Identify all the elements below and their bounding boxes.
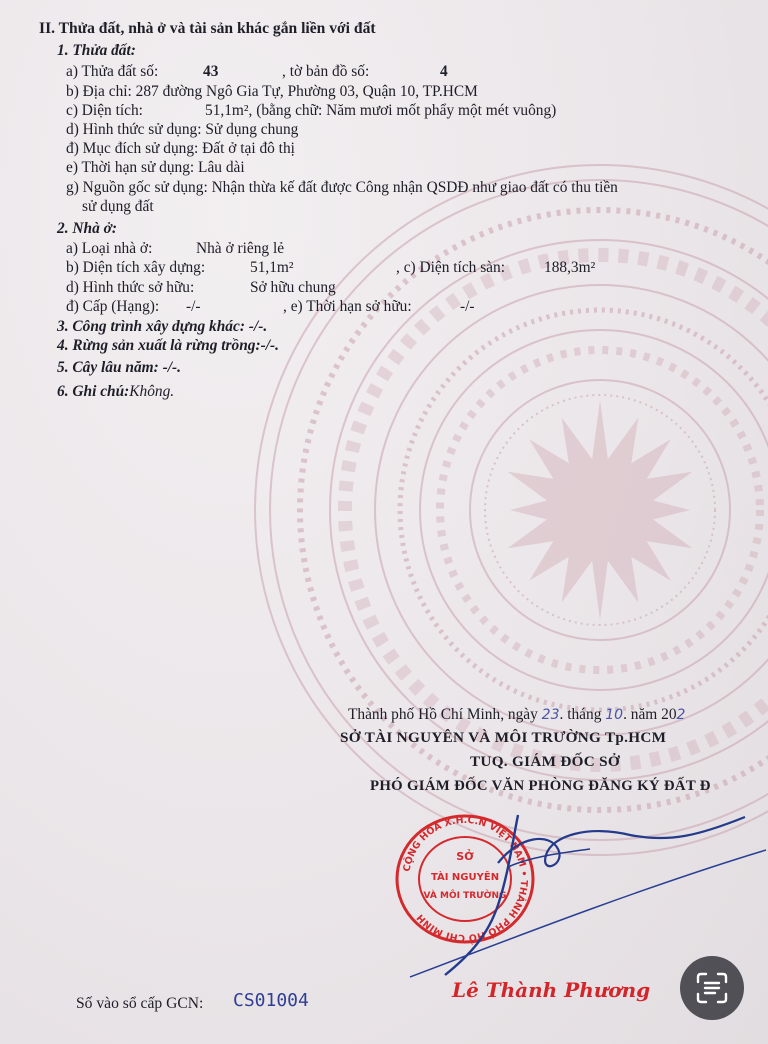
stamp-line-3: VÀ MÔI TRƯỜNG xyxy=(423,891,507,901)
house-type-value: Nhà ở riêng lẻ xyxy=(196,240,285,257)
stamp-line-1: SỞ xyxy=(456,850,474,863)
stamp-line-2: TÀI NGUYÊN xyxy=(430,872,500,883)
note-row xyxy=(57,383,174,401)
document-scan-icon xyxy=(695,971,729,1005)
month-handwritten: 10 xyxy=(605,707,624,723)
floor-area-label: , c) Diện tích sàn: xyxy=(396,259,505,276)
floor-area-value: 188,3m² xyxy=(544,259,596,276)
own-form-label: d) Hình thức sở hữu: xyxy=(66,279,195,296)
map-number: 4 xyxy=(440,63,448,80)
registry-code: CS01004 xyxy=(233,990,309,1011)
production-forest: 4. Rừng sản xuất là rừng trồng:-/-. xyxy=(57,337,279,354)
use-term: e) Thời hạn sử dụng: Lâu dài xyxy=(66,159,245,176)
department-name: SỞ TÀI NGUYÊN VÀ MÔI TRƯỜNG Tp.HCM xyxy=(340,729,667,746)
registry-label: Số vào sổ cấp GCN: xyxy=(76,995,204,1012)
year-handwritten: 2 xyxy=(676,707,686,723)
map-label: , tờ bản đồ số: xyxy=(282,63,370,80)
grade-value: -/- xyxy=(186,298,201,315)
own-form-value: Sở hữu chung xyxy=(250,279,336,296)
signer-name: Lê Thành Phương xyxy=(452,978,651,1002)
origin-line-1: g) Nguồn gốc sử dụng: Nhận thừa kế đất được Công nhận QSDĐ như giao đất có thu tiền xyxy=(66,179,618,196)
build-area-label: b) Diện tích xây dựng: xyxy=(66,259,206,276)
house-type-label: a) Loại nhà ở: xyxy=(66,240,153,257)
note-label: 6. Ghi chú: xyxy=(57,383,130,400)
section-title: II. Thửa đất, nhà ở và tài sản khác gắn liền với đất xyxy=(39,20,376,37)
area-value: 51,1m², (bằng chữ: Năm mươi mốt phẩy một mét vuông) xyxy=(205,102,557,119)
house-heading: 2. Nhà ở: xyxy=(57,220,117,237)
parcel-row xyxy=(66,63,158,81)
parcel-number: 43 xyxy=(203,63,219,80)
parcel-label: a) Thửa đất số: xyxy=(66,63,159,80)
grade-label: đ) Cấp (Hạng): xyxy=(66,298,160,315)
authorized-by: TUQ. GIÁM ĐỐC SỞ xyxy=(470,753,620,770)
scan-text-button[interactable] xyxy=(680,956,744,1020)
note-value: Không. xyxy=(129,383,175,400)
other-construction: 3. Công trình xây dựng khác: -/-. xyxy=(57,318,268,335)
area-label: c) Diện tích: xyxy=(66,102,143,119)
stamp-ring-text: CỘNG HÒA X.H.C.N VIỆT NAM • THÀNH PHỐ HỒ CHÍ MINH xyxy=(401,814,530,944)
day-handwritten: 23 xyxy=(541,707,560,723)
land-heading: 1. Thửa đất: xyxy=(57,42,136,59)
use-form: d) Hình thức sử dụng: Sử dụng chung xyxy=(66,121,299,138)
address: b) Địa chỉ: 287 đường Ngô Gia Tự, Phường 03, Quận 10, TP.HCM xyxy=(66,83,478,100)
build-area-value: 51,1m² xyxy=(250,259,294,276)
place-date xyxy=(348,706,685,724)
use-purpose: đ) Mục đích sử dụng: Đất ở tại đô thị xyxy=(66,140,295,157)
month-label: . tháng xyxy=(559,706,602,723)
place-date-prefix: Thành phố Hồ Chí Minh, ngày xyxy=(348,706,538,723)
own-term-label: , e) Thời hạn sở hữu: xyxy=(283,298,412,315)
origin-line-2: sử dụng đất xyxy=(82,198,154,215)
own-term-value: -/- xyxy=(460,298,475,315)
perennial-trees: 5. Cây lâu năm: -/-. xyxy=(57,359,181,376)
year-label: . năm 20 xyxy=(623,706,677,723)
deputy-title: PHÓ GIÁM ĐỐC VĂN PHÒNG ĐĂNG KÝ ĐẤT Đ xyxy=(370,778,711,794)
